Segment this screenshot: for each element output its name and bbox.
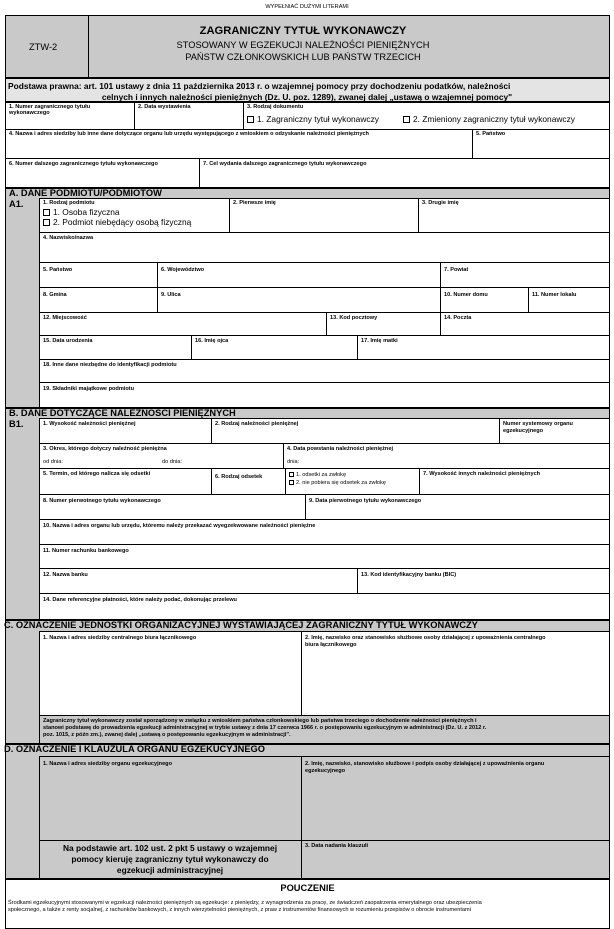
field-label: 12. Miejscowość — [43, 315, 87, 321]
divider — [301, 756, 302, 879]
divider — [211, 468, 212, 494]
form-subtitle-2: PAŃSTW CZŁONKOWSKICH LUB PAŃSTW TRZECICH — [185, 52, 421, 62]
divider — [440, 312, 441, 335]
period-to-label: do dnia: — [162, 459, 182, 465]
statement-line: poz. 1015, z późn zm.), zwanej dalej „ustawą o postępowaniu egzekucyjnym w administracji". — [43, 732, 291, 738]
divider — [39, 382, 610, 383]
field-label: 8. Numer pierwotnego tytułu wykonawczego — [43, 498, 161, 504]
enforcement-authority-input[interactable] — [43, 770, 298, 836]
statement-line: Zagraniczny tytuł wykonawczy został sporządzony w związku z wnioskiem państwa członkowskiego lub państwa trzeciego o dochodzenie należności pieniężnych i — [43, 718, 477, 724]
field-label: 6. Numer dalszego zagranicznego tytułu wykonawczego — [9, 161, 158, 167]
field-label: 4. Nazwisko/nazwa — [43, 235, 94, 241]
instruction-line-1: Środkami egzekucyjnymi stosowanymi w egzekucji należności pieniężnych są egzekucje: z pieniędzy, z wynagrodzenia za pracę, ze świadczeń zaopatrzenia emerytalnego oraz ubezpieczenia — [8, 900, 482, 906]
field-label: 6. Województwo — [161, 267, 205, 273]
field-label: 3. Data nadania klauzuli — [305, 843, 369, 849]
field-label: 7. Cel wydania dalszego zagranicznego tytułu wykonawczego — [203, 161, 367, 167]
option-label: 2. Zmieniony zagraniczny tytuł wykonawczy — [413, 114, 575, 124]
field-label: 10. Numer domu — [444, 292, 488, 298]
section-c-title: C. OZNACZENIE JEDNOSTKI ORGANIZACYJNEJ WYSTAWIAJĄCEJ ZAGRANICZNY TYTUŁ WYKONAWCZY — [4, 620, 478, 630]
further-title-number-input[interactable] — [9, 169, 195, 186]
field-label: 11. Numer rachunku bankowego — [43, 548, 129, 554]
field-label: 12. Nazwa banku — [43, 572, 88, 578]
checkbox[interactable] — [43, 219, 50, 226]
option-label: 1. odsetki za zwłokę — [296, 472, 347, 478]
instruction-line-2: społecznego, a także z renty socjalnej, z rachunków bankowych, z innych wierzytelności pieniężnych, z praw z instrumentów finansowych w rozumieniu przepisów o obrocie instrumentami — [8, 907, 471, 913]
divider — [134, 102, 135, 129]
checkbox[interactable] — [289, 480, 294, 485]
clause-date-input[interactable] — [305, 852, 606, 876]
interest-option-2[interactable] — [289, 480, 386, 487]
field-label: 9. Ulica — [161, 292, 181, 298]
enforcement-officer-input[interactable] — [305, 777, 606, 836]
field-label: 1. Nazwa i adres siedziby organu egzekucyjnego — [43, 761, 173, 767]
entity-type-option-1[interactable] — [43, 208, 120, 217]
field-label: 13. Kod pocztowy — [330, 315, 378, 321]
entity-type-option-2[interactable] — [43, 218, 191, 227]
field-label: 3. Rodzaj dokumentu — [247, 104, 304, 110]
divider — [211, 418, 212, 443]
divider — [199, 158, 200, 188]
claim-type-input[interactable] — [215, 429, 495, 441]
divider — [5, 129, 610, 130]
field-label: wykonawczego — [9, 110, 50, 116]
field-label: biura łącznikowego — [305, 642, 357, 648]
divider — [39, 232, 610, 233]
field-label: 8. Gmina — [43, 292, 67, 298]
field-label: 3. Okres, którego dotyczy należność pieniężna — [43, 446, 167, 452]
field-label: 10. Nazwa i adres organu lub urzędu, któremu należy przekazać wyegzekwowane należności pieniężne — [43, 523, 316, 529]
divider — [499, 443, 610, 444]
legal-basis-line-1: Podstawa prawna: art. 101 ustawy z dnia 11 października 2013 r. o wzajemnej pomocy przy dochodzeniu podatków, należności — [8, 81, 511, 91]
field-label: 17. Imię matki — [361, 338, 398, 344]
divider — [39, 544, 610, 545]
surname-input[interactable] — [43, 243, 606, 260]
divider — [472, 129, 473, 158]
field-label: 1. Wysokość należności pieniężnej — [43, 421, 136, 427]
divider — [39, 312, 610, 313]
field-label: 2. Rodzaj należności pieniężnej — [215, 421, 299, 427]
divider — [305, 494, 306, 519]
first-name-input[interactable] — [233, 208, 415, 230]
country-input[interactable] — [476, 139, 606, 156]
field-label: 1. Numer zagranicznego tytułu — [9, 104, 91, 110]
liaison-office-input[interactable] — [43, 645, 298, 711]
divider — [326, 312, 327, 335]
checkbox[interactable] — [247, 116, 254, 123]
field-label: egzekucyjnego — [503, 428, 544, 434]
field-label: 19. Składniki majątkowe podmiotu — [43, 386, 135, 392]
interest-option-1[interactable] — [289, 472, 346, 479]
divider — [39, 359, 610, 360]
field-label: 5. Termin, od którego nalicza się odsetki — [43, 471, 151, 477]
fill-instruction: WYPEŁNIAĆ DUŻYMI LITERAMI — [265, 4, 349, 10]
field-label: 7. Powiat — [444, 267, 469, 273]
amount-input[interactable] — [43, 429, 208, 441]
field-label: 6. Rodzaj odsetek — [215, 474, 263, 480]
clause-line-2: pomocy kieruję zagraniczny tytuł wykonawczy do — [71, 854, 269, 864]
option-label: 2. Podmiot niebędący osobą fizyczną — [53, 217, 192, 227]
clause-line-1: Na podstawie art. 102 ust. 2 pkt 5 ustawy o wzajemnej — [62, 843, 278, 853]
field-label: 1. Rodzaj podmiotu — [43, 200, 95, 206]
field-label: 14. Dane referencyjne płatności, które należy podać, dokonując przelewu — [43, 597, 237, 603]
divider — [39, 335, 610, 336]
divider — [39, 715, 610, 716]
form-title: ZAGRANICZNY TYTUŁ WYKONAWCZY — [199, 25, 407, 37]
divider — [285, 468, 286, 494]
field-label: 14. Poczta — [444, 315, 472, 321]
field-label: egzekucyjnego — [305, 768, 346, 774]
checkbox[interactable] — [43, 209, 50, 216]
divider — [440, 262, 441, 312]
statement-line: stanowi podstawę do prowadzenia egzekucji administracyjnej w trybie ustawy z dnia 17 czerwca 1966 r. o postępowaniu egzekucyjnym w administracji (Dz. U. z 2012 r. — [43, 725, 487, 731]
divider — [39, 593, 610, 594]
origin-date-label: dnia: — [287, 459, 300, 465]
divider — [39, 715, 40, 744]
field-label: 2. Data wystawienia — [138, 104, 191, 110]
option-label: 1. Zagraniczny tytuł wykonawczy — [257, 114, 379, 124]
divider — [39, 494, 610, 495]
foreign-title-number-input[interactable] — [9, 117, 129, 127]
doc-type-option-1[interactable] — [247, 115, 379, 124]
field-label: 18. Inne dane niezbędne do identyfikacji podmiotu — [43, 362, 177, 368]
second-name-input[interactable] — [422, 208, 606, 230]
divider — [499, 418, 500, 443]
divider — [418, 198, 419, 232]
field-label: 16. Imię ojca — [195, 338, 229, 344]
field-label: 4. Nazwa i adres siedziby lub inne dane dotyczące organu lub urzędu występującego z wnioskiem o odzyskanie należności pieniężnych — [9, 131, 369, 137]
section-b-title: B. DANE DOTYCZĄCE NALEŻNOŚCI PIENIĘŻNYCH — [9, 408, 236, 418]
divider — [357, 335, 358, 359]
field-label: 1. Nazwa i adres siedziby centralnego biura łącznikowego — [43, 635, 197, 641]
divider — [243, 102, 244, 129]
field-label: 2. Imię, nazwisko, stanowisko służbowe i podpis osoby działającej z upoważnienia organu — [305, 761, 545, 767]
divider — [283, 443, 284, 468]
form-code: ZTW-2 — [29, 42, 58, 52]
period-from-label: od dnia: — [43, 459, 63, 465]
divider — [157, 262, 158, 312]
field-label: 5. Państwo — [476, 131, 506, 137]
section-a-title: A. DANE PODMIOTU/PODMIOTÓW — [9, 188, 162, 198]
divider — [39, 287, 610, 288]
instruction-title: POUCZENIE — [280, 883, 335, 893]
field-label: 15. Data urodzenia — [43, 338, 93, 344]
legal-basis-line-2: celnych i innych należności pieniężnych (Dz. U. poz. 1289), zwanej dalej „ustawą o wzajemnej pomocy" — [101, 92, 513, 102]
clause-line-3: egzekucji administracyjnej — [116, 865, 224, 875]
divider — [39, 443, 499, 444]
further-title-purpose-input[interactable] — [203, 169, 606, 186]
divider — [5, 158, 610, 159]
field-label: 4. Data powstania należności pieniężnej — [287, 446, 393, 452]
divider — [39, 262, 610, 263]
divider — [419, 468, 420, 494]
field-label: 13. Kod identyfikacyjny banku (BIC) — [361, 572, 457, 578]
divider — [357, 568, 358, 593]
divider — [301, 631, 302, 715]
field-label: 3. Drugie imię — [422, 200, 459, 206]
divider — [528, 287, 529, 312]
section-d-title: D. OZNACZENIE I KLAUZULA ORGANU EGZEKUCYJNEGO — [4, 744, 266, 754]
divider — [39, 568, 610, 569]
checkbox[interactable] — [403, 116, 410, 123]
field-label: 11. Numer lokalu — [532, 292, 577, 298]
issue-date-input[interactable] — [138, 112, 238, 126]
checkbox[interactable] — [289, 472, 294, 477]
liaison-officer-input[interactable] — [305, 651, 606, 711]
divider — [39, 468, 610, 469]
field-label: 5. Państwo — [43, 267, 73, 273]
section-b-code: B1. — [9, 419, 24, 429]
field-label: 7. Wysokość innych należności pieniężnych — [423, 471, 541, 477]
field-label: 2. Pierwsze imię — [233, 200, 276, 206]
divider — [39, 519, 610, 520]
field-label: 2. Imię, nazwisko oraz stanowisko służbowe osoby działającej z upoważnienia centralnego — [305, 635, 546, 641]
form-subtitle-1: STOSOWANY W EGZEKUCJI NALEŻNOŚCI PIENIĘŻNYCH — [176, 40, 430, 50]
divider — [229, 198, 230, 232]
divider — [39, 840, 610, 841]
doc-type-option-2[interactable] — [403, 115, 575, 124]
option-label: 1. Osoba fizyczna — [53, 207, 120, 217]
section-a-code: A1. — [9, 199, 24, 209]
option-label: 2. nie pobiera się odsetek za zwłokę — [296, 480, 386, 486]
divider — [191, 335, 192, 359]
requesting-authority-input[interactable] — [9, 139, 469, 156]
field-label: 9. Data pierwotnego tytułu wykonawczego — [309, 498, 422, 504]
field-label: Numer systemowy organu — [503, 421, 573, 427]
